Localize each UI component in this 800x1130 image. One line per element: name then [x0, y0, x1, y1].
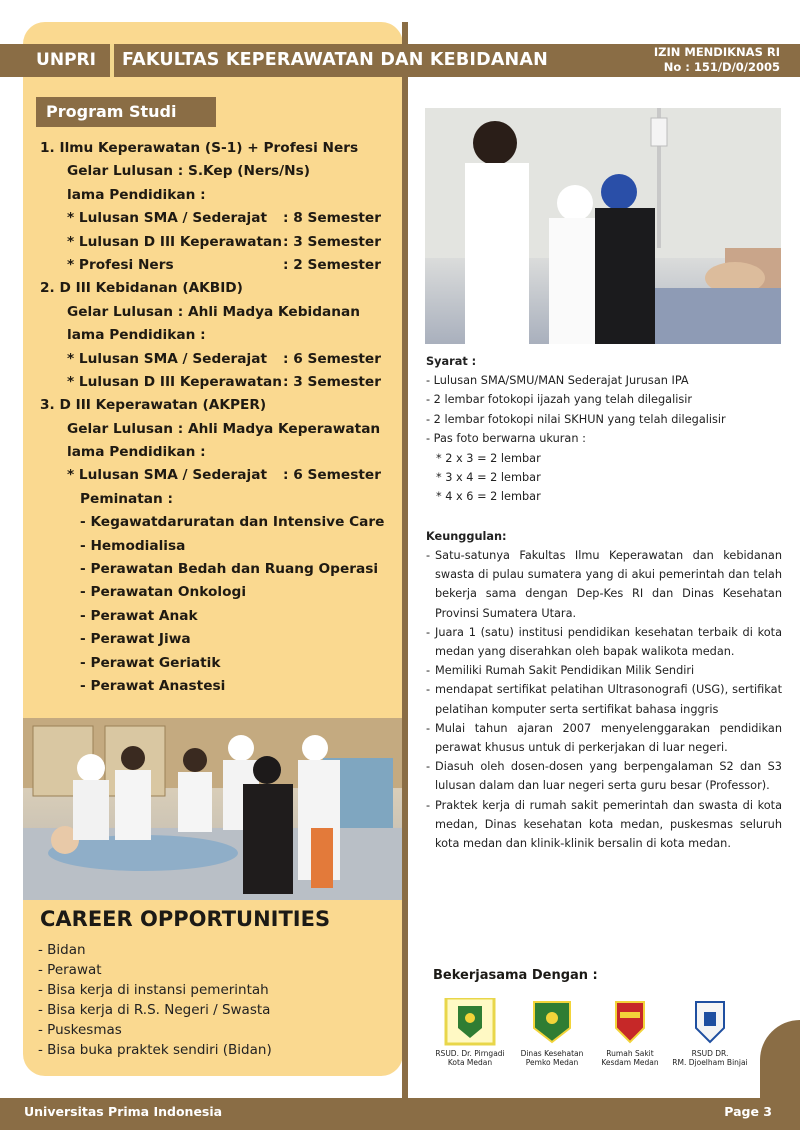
- program-line-text: - Perawat Anak: [80, 607, 198, 624]
- career-item: - Bisa kerja di R.S. Negeri / Swasta: [38, 1002, 271, 1018]
- program-line: [40, 348, 390, 371]
- program-line: [40, 184, 390, 207]
- header-brand: UNPRI: [36, 50, 96, 70]
- program-line: [40, 254, 390, 277]
- requirement-item: * 4 x 6 = 2 lembar: [436, 490, 541, 504]
- advantage-item: - Mulai tahun ajaran 2007 menyelenggarakan pendidikan perawat khusus untuk di perkerjakan di luar negeri.: [426, 719, 782, 757]
- advantage-item: - Diasuh oleh dosen-dosen yang berpengalaman S2 dan S3 lulusan dalam dan luar negeri serta guru besar (Professor).: [426, 757, 782, 795]
- program-line-text: * Lulusan D III Keperawatan: [67, 233, 283, 250]
- program-line-text: * Lulusan D III Keperawatan: [67, 373, 283, 390]
- permit-line-2: No : 151/D/0/2005: [663, 60, 780, 74]
- career-item: - Perawat: [38, 962, 102, 978]
- program-heading: Program Studi: [36, 97, 216, 127]
- advantage-item: - Juara 1 (satu) institusi pendidikan kesehatan terbaik di kota medan yang diserahkan oleh bapak walikota medan.: [426, 623, 782, 661]
- program-line: [40, 324, 390, 347]
- kesdam-emblem-icon: [594, 998, 666, 1046]
- career-item: - Puskesmas: [38, 1022, 122, 1038]
- partner-name-line-2: RM. Djoelham Binjai: [672, 1058, 748, 1067]
- advantage-item: - Satu-satunya Fakultas Ilmu Keperawatan dan kebidanan swasta di pulau sumatera yang di akui pemerintah dan telah bekerja sama dengan Dep-Kes RI dan Dinas Kesehatan Provinsi Sumatera Utara.: [426, 546, 782, 623]
- binjai-emblem-icon: [674, 998, 746, 1046]
- program-line-text: lama Pendidikan :: [67, 327, 206, 344]
- program-line: [40, 441, 390, 464]
- semester-value: : 6 Semester: [283, 350, 381, 367]
- program-line-text: - Perawatan Onkologi: [80, 584, 247, 601]
- advantages-section: [426, 527, 782, 853]
- requirement-item: * 3 x 4 = 2 lembar: [436, 470, 541, 484]
- career-list: [38, 940, 272, 1060]
- footer-university: Universitas Prima Indonesia: [24, 1104, 223, 1119]
- program-line-text: - Perawat Anastesi: [80, 677, 226, 694]
- program-line-text: 1. Ilmu Keperawatan (S-1) + Profesi Ners: [40, 140, 359, 156]
- program-line-text: Peminatan :: [80, 490, 174, 507]
- requirements-section: [426, 352, 782, 507]
- partner-logos: [425, 998, 785, 1078]
- requirement-item: - 2 lembar fotokopi ijazah yang telah dilegalisir: [426, 393, 693, 407]
- program-line: [40, 488, 390, 511]
- program-line: [40, 301, 390, 324]
- permit-info: [654, 45, 780, 75]
- program-line: [40, 652, 390, 675]
- program-line-text: 3. D III Keperawatan (AKPER): [40, 397, 267, 414]
- partner-logo: [425, 998, 515, 1067]
- program-line: [40, 675, 390, 698]
- nursing-practice-illustration: [425, 108, 781, 344]
- requirement-item: * 2 x 3 = 2 lembar: [436, 451, 541, 465]
- program-line: [40, 464, 390, 487]
- program-line-text: - Perawat Geriatik: [80, 654, 221, 671]
- rsud-pirngadi-emblem-icon: [434, 998, 506, 1046]
- requirement-item: - Pas foto berwarna ukuran :: [426, 432, 586, 446]
- partner-caption: [585, 1049, 675, 1067]
- partner-name-line-2: Pemko Medan: [525, 1058, 579, 1067]
- page-number: Page 3: [724, 1104, 772, 1119]
- program-line: [40, 511, 390, 534]
- partner-name-line-1: RSUD. Dr. Pirngadi: [435, 1049, 505, 1058]
- partner-caption: [665, 1049, 755, 1067]
- program-line: [40, 558, 390, 581]
- program-line: [40, 605, 390, 628]
- requirement-item: - Lulusan SMA/SMU/MAN Sederajat Jurusan IPA: [426, 374, 689, 387]
- program-line: [40, 277, 390, 300]
- career-item: - Bisa kerja di instansi pemerintah: [38, 982, 269, 998]
- program-line-text: lama Pendidikan :: [67, 186, 206, 203]
- partner-caption: [425, 1049, 515, 1067]
- program-line-text: lama Pendidikan :: [67, 444, 206, 461]
- advantage-item: - Praktek kerja di rumah sakit pemerintah dan swasta di kota medan, Dinas kesehatan kota medan, puskesmas seluruh kota medan dan klinik-klinik bersalin di kota medan.: [426, 796, 782, 854]
- program-line-text: - Kegawatdaruratan dan Intensive Care: [80, 514, 385, 531]
- header-divider: [110, 44, 114, 77]
- partner-logo: [665, 998, 755, 1067]
- dinkes-medan-emblem-icon: [516, 998, 588, 1046]
- program-line-text: * Lulusan SMA / Sederajat: [67, 350, 267, 367]
- program-line: [40, 207, 390, 230]
- advantage-item: - mendapat sertifikat pelatihan Ultrasonografi (USG), sertifikat pelatihan komputer serta sertifikat bahasa inggris: [426, 680, 782, 718]
- requirement-item: - 2 lembar fotokopi nilai SKHUN yang telah dilegalisir: [426, 412, 726, 426]
- nursing-class-photo: [23, 718, 402, 900]
- advantage-item: - Memiliki Rumah Sakit Pendidikan Milik Sendiri: [426, 661, 782, 680]
- partner-name-line-1: Dinas Kesehatan: [520, 1049, 584, 1058]
- semester-value: : 3 Semester: [283, 233, 381, 250]
- career-title: CAREER OPPORTUNITIES: [40, 907, 331, 931]
- program-line-text: Gelar Lulusan : Ahli Madya Kebidanan: [67, 303, 360, 320]
- career-item: - Bidan: [38, 942, 86, 958]
- partner-name-line-2: Kesdam Medan: [601, 1058, 659, 1067]
- partner-name-line-1: RSUD DR.: [691, 1049, 729, 1058]
- program-line-text: Gelar Lulusan : S.Kep (Ners/Ns): [67, 163, 311, 180]
- program-line: [40, 137, 390, 160]
- program-line: [40, 371, 390, 394]
- requirements-title: Syarat :: [426, 355, 477, 368]
- permit-line-1: IZIN MENDIKNAS RI: [653, 45, 780, 59]
- partner-logo: [585, 998, 675, 1067]
- program-list: [40, 137, 390, 698]
- program-line: [40, 394, 390, 417]
- partners-title: Bekerjasama Dengan :: [433, 968, 598, 983]
- nursing-class-illustration: [23, 718, 402, 900]
- program-line: [40, 628, 390, 651]
- partner-name-line-1: Rumah Sakit: [606, 1049, 654, 1058]
- program-line-text: 2. D III Kebidanan (AKBID): [40, 280, 243, 297]
- program-line-text: * Profesi Ners: [67, 256, 174, 273]
- nursing-practice-photo: [425, 108, 781, 344]
- partner-logo: [507, 998, 597, 1067]
- program-line-text: * Lulusan SMA / Sederajat: [67, 210, 267, 227]
- program-line-text: * Lulusan SMA / Sederajat: [67, 467, 267, 484]
- program-line-text: - Perawatan Bedah dan Ruang Operasi: [80, 561, 379, 578]
- program-line: [40, 160, 390, 183]
- program-line-text: Gelar Lulusan : Ahli Madya Keperawatan: [67, 420, 381, 437]
- program-line: [40, 535, 390, 558]
- advantages-title: Keunggulan:: [426, 530, 507, 543]
- program-line: [40, 581, 390, 604]
- page-title: FAKULTAS KEPERAWATAN DAN KEBIDANAN: [122, 50, 548, 70]
- program-line-text: - Perawat Jiwa: [80, 631, 191, 648]
- program-line-text: - Hemodialisa: [80, 537, 186, 554]
- program-line: [40, 418, 390, 441]
- semester-value: : 2 Semester: [283, 256, 381, 273]
- semester-value: : 6 Semester: [283, 467, 381, 484]
- semester-value: : 8 Semester: [283, 210, 381, 227]
- partner-caption: [507, 1049, 597, 1067]
- page-spine-divider: [402, 22, 408, 1102]
- semester-value: : 3 Semester: [283, 373, 381, 390]
- partner-name-line-2: Kota Medan: [447, 1058, 493, 1067]
- career-item: - Bisa buka praktek sendiri (Bidan): [38, 1042, 272, 1058]
- program-line: [40, 231, 390, 254]
